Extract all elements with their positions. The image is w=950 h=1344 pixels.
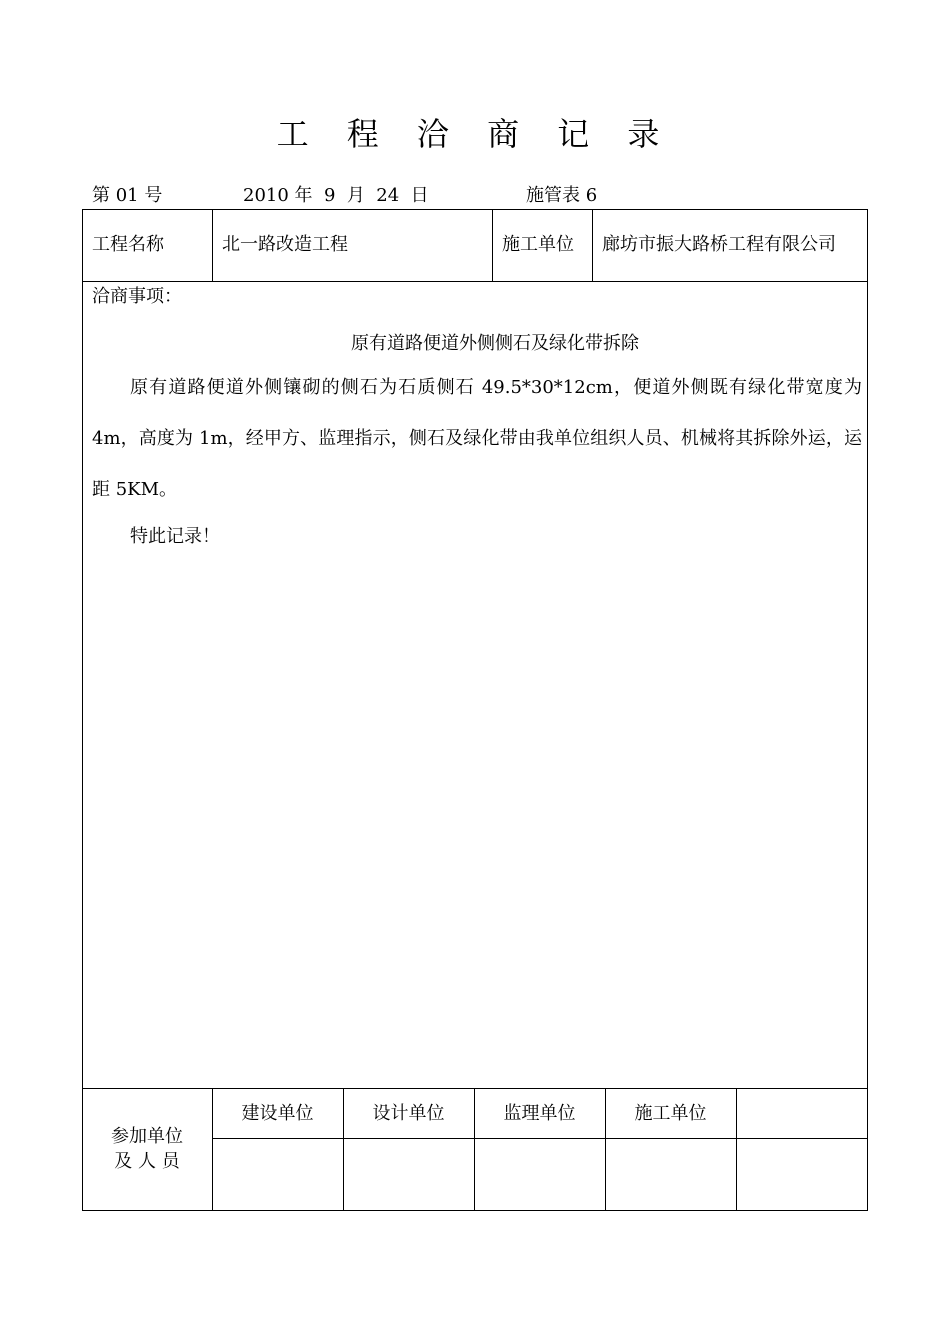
contractor-value: 廊坊市振大路桥工程有限公司 bbox=[602, 234, 836, 255]
content-paragraph: 原有道路便道外侧镶砌的侧石为石质侧石 49.5*30*12cm，便道外侧既有绿化带宽度为4m，高度为 1m，经甲方、监理指示，侧石及绿化带由我单位组织人员、机械将其拆除外运，运距 5KM。 bbox=[92, 377, 862, 500]
supervision-unit-header: 监理单位 bbox=[503, 1103, 576, 1124]
record-date: 2010 年 9 月 24 日 bbox=[243, 185, 429, 206]
construction-unit-header: 施工单位 bbox=[634, 1103, 707, 1124]
participants-label-line2: 及 人 员 bbox=[114, 1151, 180, 1172]
row-divider bbox=[82, 281, 868, 282]
document-title: 工 程 洽 商 记 录 bbox=[276, 115, 674, 153]
contractor-label: 施工单位 bbox=[502, 234, 574, 255]
design-signature-cell[interactable] bbox=[344, 1139, 474, 1210]
column-divider bbox=[492, 209, 493, 281]
participants-label-line1: 参加单位 bbox=[111, 1126, 183, 1147]
column-divider bbox=[592, 209, 593, 281]
client-signature-cell[interactable] bbox=[213, 1139, 343, 1210]
column-divider bbox=[212, 209, 213, 281]
content-label: 洽商事项： bbox=[92, 286, 182, 307]
record-number: 第 01 号 bbox=[92, 185, 163, 206]
record-table bbox=[82, 209, 868, 1211]
project-name-value: 北一路改造工程 bbox=[222, 234, 348, 255]
supervision-signature-cell[interactable] bbox=[475, 1139, 605, 1210]
project-name-label: 工程名称 bbox=[92, 234, 164, 255]
blank-signature-cell[interactable] bbox=[737, 1139, 867, 1210]
design-unit-header: 设计单位 bbox=[372, 1103, 445, 1124]
content-subject: 原有道路便道外侧侧石及绿化带拆除 bbox=[351, 333, 639, 354]
closing-remark: 特此记录！ bbox=[130, 526, 220, 547]
construction-signature-cell[interactable] bbox=[606, 1139, 736, 1210]
form-number: 施管表 6 bbox=[526, 185, 598, 206]
row-divider bbox=[82, 1088, 868, 1089]
client-unit-header: 建设单位 bbox=[241, 1103, 314, 1124]
